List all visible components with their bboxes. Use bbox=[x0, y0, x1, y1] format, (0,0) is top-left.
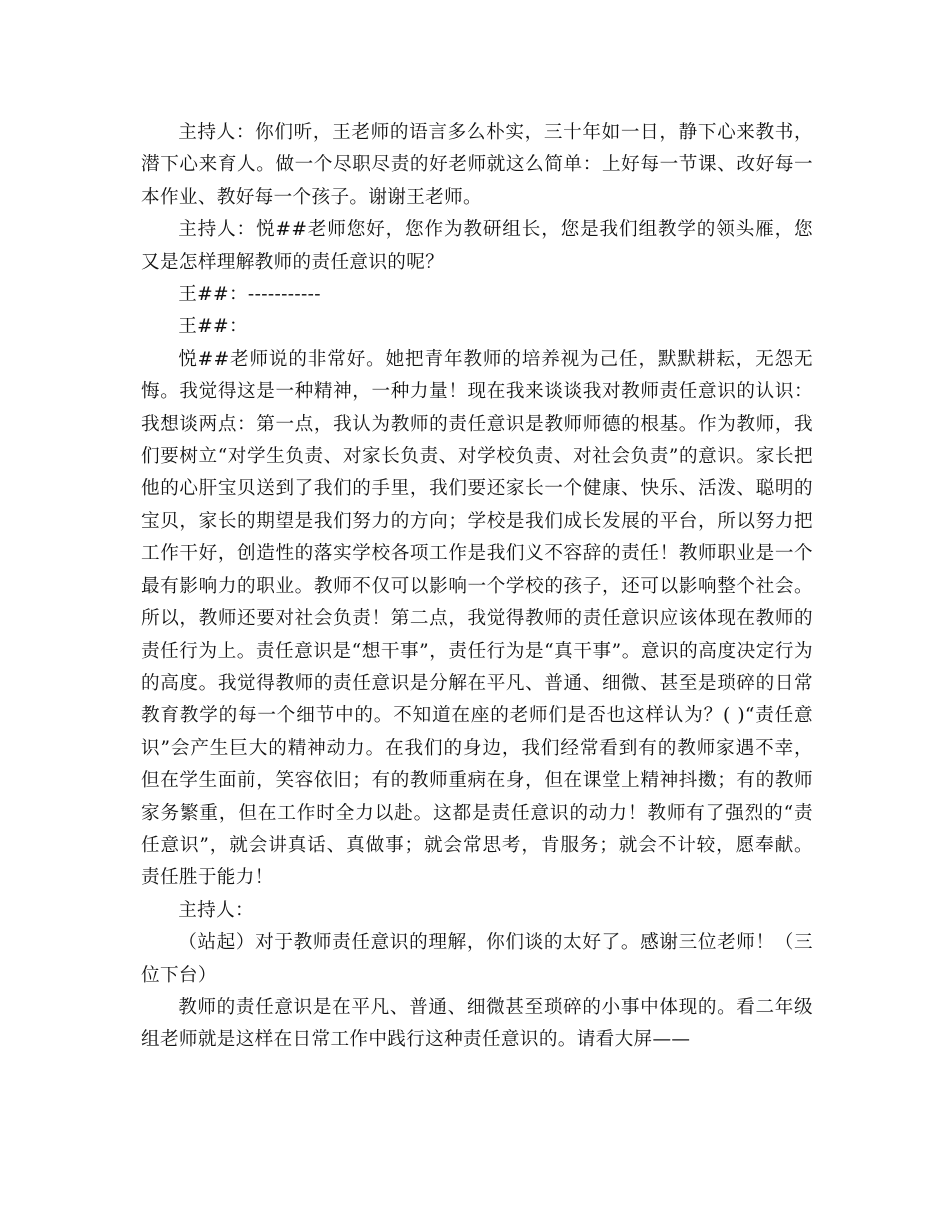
document-body bbox=[141, 117, 813, 1057]
paragraph-speaker-label: 王##： bbox=[178, 316, 248, 338]
paragraph-host-thanks: （站起）对于教师责任意识的理解，你们谈的太好了。感谢三位老师！（三位下台） bbox=[141, 932, 813, 986]
paragraph-host-label: 主持人： bbox=[178, 899, 254, 921]
paragraph-closing: 教师的责任意识是在平凡、普通、细微甚至琐碎的小事中体现的。看二年级组老师就是这样在日常工作中践行这种责任意识的。请看大屏—— bbox=[141, 996, 813, 1051]
paragraph-speaker-answer: 悦##老师说的非常好。她把青年教师的培养视为己任，默默耕耘，无怨无悔。我觉得这是一种精神，一种力量！现在我来谈谈我对教师责任意识的认识：我想谈两点：第一点，我认为教师的责任意识是教师师德的根基。作为教师，我们要树立“对学生负责、对家长负责、对学校负责、对社会负责”的意识。家长把他的心肝宝贝送到了我们的手里，我们要还家长一个健康、快乐、活泼、聪明的宝贝，家长的期望是我们努力的方向；学校是我们成长发展的平台，所以努力把工作干好，创造性的落实学校各项工作是我们义不容辞的责任！教师职业是一个最有影响力的职业。教师不仅可以影响一个学校的孩子，还可以影响整个社会。所以，教师还要对社会负责！第二点，我觉得教师的责任意识应该体现在教师的责任行为上。责任意识是“想干事”，责任行为是“真干事”。意识的高度决定行为的高度。我觉得教师的责任意识是分解在平凡、普通、细微、甚至是琐碎的日常教育教学的每一个细节中的。不知道在座的老师们是否也这样认为？( )“责任意识”会产生巨大的精神动力。在我们的身边，我们经常看到有的教师家遇不幸，但在学生面前，笑容依旧；有的教师重病在身，但在课堂上精神抖擞；有的教师家务繁重，但在工作时全力以赴。这都是责任意识的动力！教师有了强烈的“责任意识”，就会讲真话、真做事；就会常思考，肯服务；就会不计较，愿奉献。责任胜于能力！ bbox=[141, 348, 813, 889]
paragraph-host-question: 主持人：悦##老师您好，您作为教研组长，您是我们组教学的领头雁，您又是怎样理解教师的责任意识的呢？ bbox=[141, 219, 813, 273]
paragraph-speaker-line: 王##：----------- bbox=[178, 284, 321, 306]
paragraph-host-intro: 主持人：你们听，王老师的语言多么朴实，三十年如一日，静下心来教书，潜下心来育人。做一个尽职尽责的好老师就这么简单：上好每一节课、改好每一本作业、教好每一个孩子。谢谢王老师。 bbox=[141, 122, 813, 208]
